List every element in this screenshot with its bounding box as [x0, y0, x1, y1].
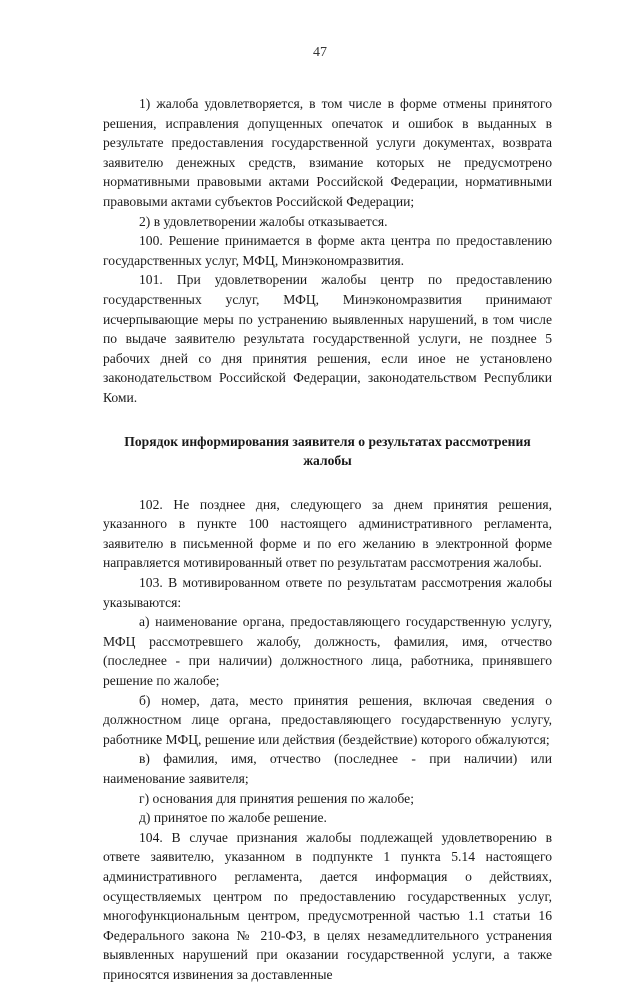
- document-body: [103, 94, 552, 985]
- paragraph-101: 101. При удовлетворении жалобы центр по предоставлению государственных услуг, МФЦ, Минэкономразвития принимают исчерпывающие меры по устранению выявленных нарушений, в том числе по выдаче заявителю результата государственной услуги, не позднее 5 рабочих дней со дня принятия решения, если иное не установлено законодательством Российской Федерации, законодательством Республики Коми.: [103, 272, 552, 405]
- paragraph-103-d: д) принятое по жалобе решение.: [139, 810, 327, 826]
- paragraph-103-a: а) наименование органа, предоставляющего государственную услугу, МФЦ рассмотревшего жалобу, должность, фамилия, имя, отчество (последнее - при наличии) должностного лица, работника, принявшего решение по жалобе;: [103, 614, 552, 689]
- paragraph-103-g: г) основания для принятия решения по жалобе;: [139, 790, 414, 806]
- paragraph-102: 102. Не позднее дня, следующего за днем принятия решения, указанного в пункте 100 настоящего административного регламента, заявителю в письменной форме и по его желанию в электронной форме направляется мотивированный ответ по результатам рассмотрения жалобы.: [103, 496, 552, 571]
- paragraph-100: 100. Решение принимается в форме акта центра по предоставлению государственных услуг, МФЦ, Минэкономразвития.: [103, 233, 552, 268]
- page-number: 47: [313, 45, 327, 60]
- paragraph-103-b: б) номер, дата, место принятия решения, включая сведения о должностном лице органа, предоставляющего государственную услугу, работнике МФЦ, решение или действия (бездействие) которого обжалуются;: [103, 692, 552, 747]
- section-heading: Порядок информирования заявителя о результатах рассмотрения жалобы: [124, 433, 531, 469]
- paragraph-104: 104. В случае признания жалобы подлежащей удовлетворению в ответе заявителю, указанном в подпункте 1 пункта 5.14 настоящего административного регламента, дается информация о действиях, осуществляемых центром по предоставлению государственных услуг, многофункциональным центром, предусмотренной частью 1.1 статьи 16 Федерального закона № 210-ФЗ, в целях незамедлительного устранения выявленных нарушений при оказании государственной услуги, а также приносятся извинения за доставленные: [103, 829, 552, 982]
- paragraph-item-1: 1) жалоба удовлетворяется, в том числе в форме отмены принятого решения, исправления допущенных опечаток и ошибок в выданных в результате предоставления государственной услуги документах, возврата заявителю денежных средств, взимание которых не предусмотрено нормативными правовыми актами Российской Федерации, нормативными правовыми актами субъектов Российской Федерации;: [103, 96, 552, 209]
- paragraph-103: 103. В мотивированном ответе по результатам рассмотрения жалобы указываются:: [103, 575, 552, 610]
- paragraph-103-v: в) фамилия, имя, отчество (последнее - при наличии) или наименование заявителя;: [103, 751, 552, 786]
- paragraph-item-2: 2) в удовлетворении жалобы отказывается.: [139, 213, 388, 229]
